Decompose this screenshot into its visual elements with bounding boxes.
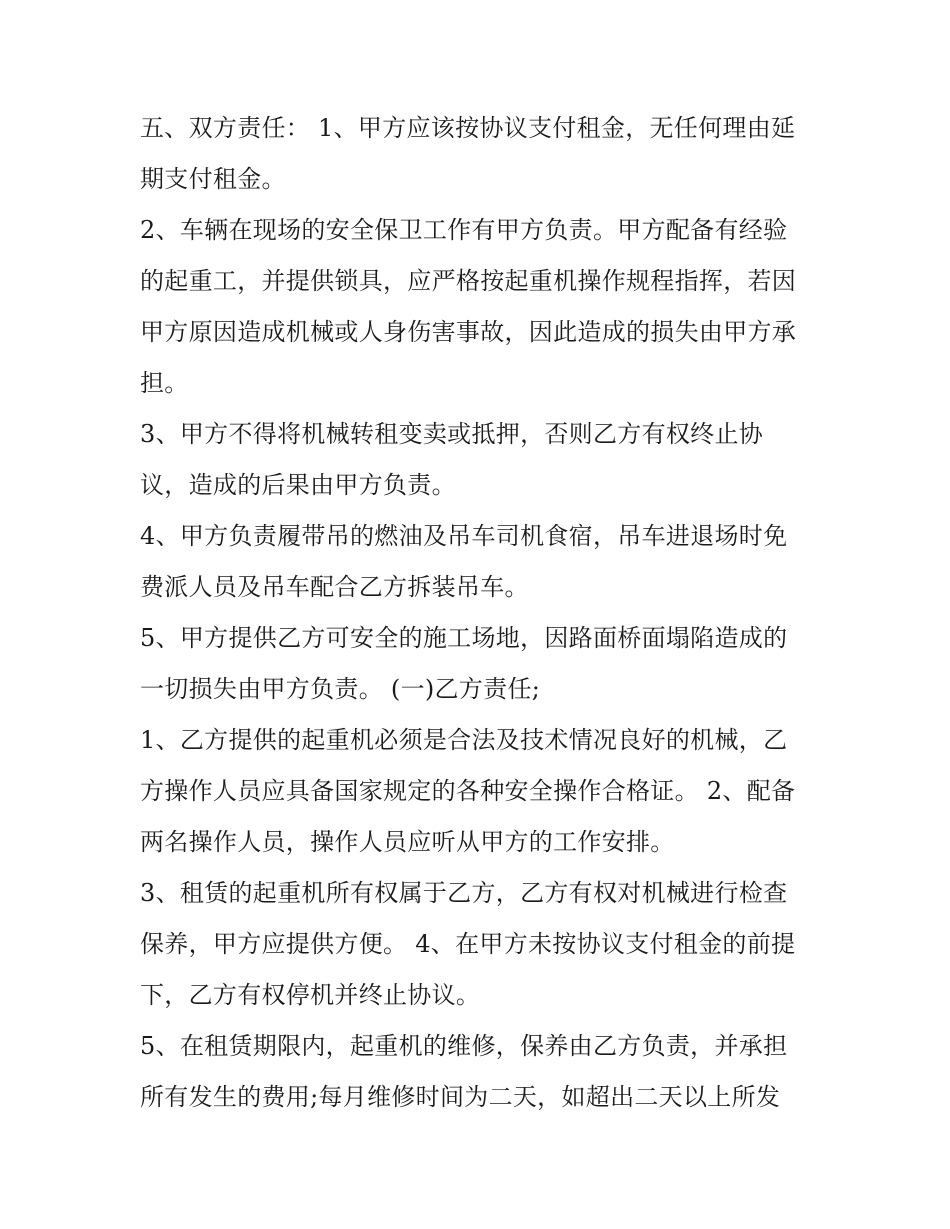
text-line: 担。 — [140, 369, 189, 397]
text-line: 5、甲方提供乙方可安全的施工场地，因路面桥面塌陷造成的 — [140, 624, 788, 652]
text-line: 3、租赁的起重机所有权属于乙方，乙方有权对机械进行检查 — [140, 879, 788, 907]
text-line: 两名操作人员，操作人员应听从甲方的工作安排。 — [140, 828, 675, 856]
text-line: 期支付租金。 — [140, 165, 286, 193]
text-line: 方操作人员应具备国家规定的各种安全操作合格证。 2、配备 — [140, 777, 796, 805]
text-line: 5、在租赁期限内，起重机的维修，保养由乙方负责，并承担 — [140, 1032, 788, 1060]
text-line: 3、甲方不得将机械转租变卖或抵押，否则乙方有权终止协 — [140, 420, 764, 448]
document-body — [140, 103, 815, 1123]
paragraph-party-b-clause-3 — [140, 868, 815, 1021]
paragraph-clause-3 — [140, 409, 815, 511]
paragraph-mutual-responsibilities — [140, 103, 815, 205]
text-line: 保养，甲方应提供方便。 4、在甲方未按协议支付租金的前提 — [140, 930, 796, 958]
text-line: 1、乙方提供的起重机必须是合法及技术情况良好的机械，乙 — [140, 726, 788, 754]
paragraph-party-b-clause-1 — [140, 715, 815, 868]
text-line: 费派人员及吊车配合乙方拆装吊车。 — [140, 573, 529, 601]
paragraph-clause-4 — [140, 511, 815, 613]
text-line: 下，乙方有权停机并终止协议。 — [140, 981, 481, 1009]
text-line: 的起重工，并提供锁具，应严格按起重机操作规程指挥，若因 — [140, 267, 797, 295]
paragraph-party-b-clause-5 — [140, 1021, 815, 1123]
paragraph-clause-5 — [140, 613, 815, 715]
text-line: 2、车辆在现场的安全保卫工作有甲方负责。甲方配备有经验 — [140, 216, 788, 244]
text-line: 议，造成的后果由甲方负责。 — [140, 471, 456, 499]
text-line: 甲方原因造成机械或人身伤害事故，因此造成的损失由甲方承 — [140, 318, 797, 346]
paragraph-clause-2 — [140, 205, 815, 409]
text-line: 一切损失由甲方负责。 (一)乙方责任; — [140, 675, 541, 703]
text-line: 五、双方责任： 1、甲方应该按协议支付租金，无任何理由延 — [140, 114, 796, 142]
text-line: 4、甲方负责履带吊的燃油及吊车司机食宿，吊车进退场时免 — [140, 522, 788, 550]
text-line: 所有发生的费用;每月维修时间为二天，如超出二天以上所发 — [140, 1083, 781, 1111]
